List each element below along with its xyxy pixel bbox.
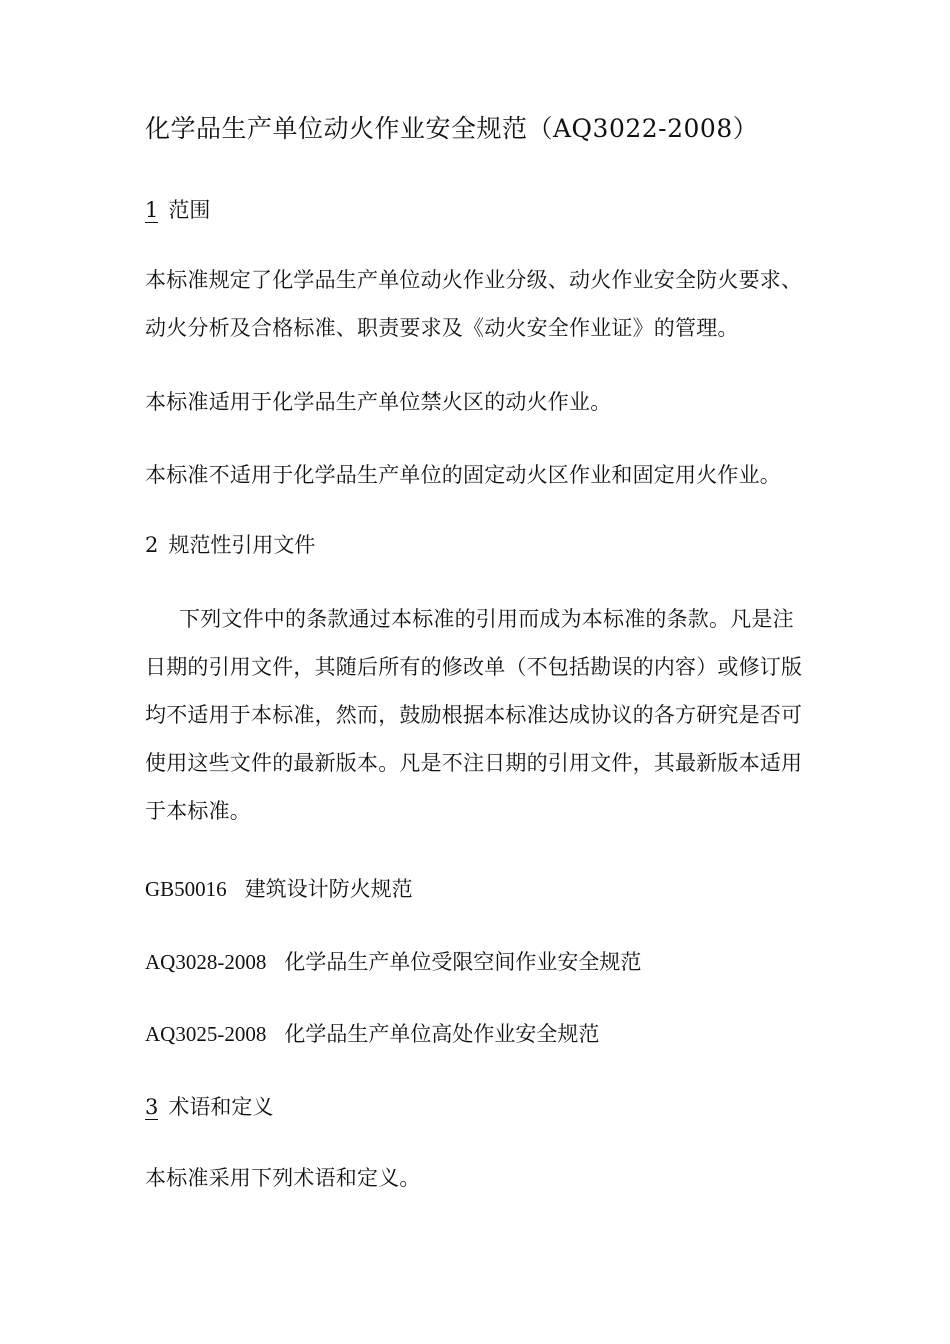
reference-name: 化学品生产单位受限空间作业安全规范 [284,950,642,974]
section-2-paragraph-1: 下列文件中的条款通过本标准的引用而成为本标准的条款。凡是注日期的引用文件，其随后所有的修改单（不包括勘误的内容）或修订版均不适用于本标准，然而，鼓励根据本标准达成协议的各方研究是否可使用这些文件的最新版本。凡是不注日期的引用文件，其最新版本适用于本标准。 [145,607,803,823]
section-2-heading [145,530,315,560]
section-3-number: 3 [145,1095,159,1119]
section-3-paragraph-1: 本标准采用下列术语和定义。 [145,1166,421,1190]
reference-item [145,874,413,904]
reference-item [145,1019,599,1049]
reference-name: 化学品生产单位高处作业安全规范 [284,1022,600,1046]
reference-item [145,947,641,977]
section-1-paragraph-3: 本标准不适用于化学品生产单位的固定动火区作业和固定用火作业。 [145,463,781,487]
reference-code: AQ3025-2008 [145,1022,267,1046]
section-2-title: 规范性引用文件 [168,533,316,557]
section-3-title: 术语和定义 [168,1095,274,1119]
section-3-heading [145,1092,273,1122]
reference-name: 建筑设计防火规范 [244,877,413,901]
document-title: 化学品生产单位动火作业安全规范（AQ3022-2008） [145,114,759,143]
section-1-number: 1 [145,198,159,222]
section-2-number: 2 [145,533,159,557]
section-1-heading [145,195,210,225]
section-1-title: 范围 [168,198,211,222]
reference-code: AQ3028-2008 [145,950,267,974]
section-1-paragraph-2: 本标准适用于化学品生产单位禁火区的动火作业。 [145,390,612,414]
reference-code: GB50016 [145,877,227,901]
section-1-paragraph-1: 本标准规定了化学品生产单位动火作业分级、动火作业安全防火要求、动火分析及合格标准、职责要求及《动火安全作业证》的管理。 [145,268,803,340]
